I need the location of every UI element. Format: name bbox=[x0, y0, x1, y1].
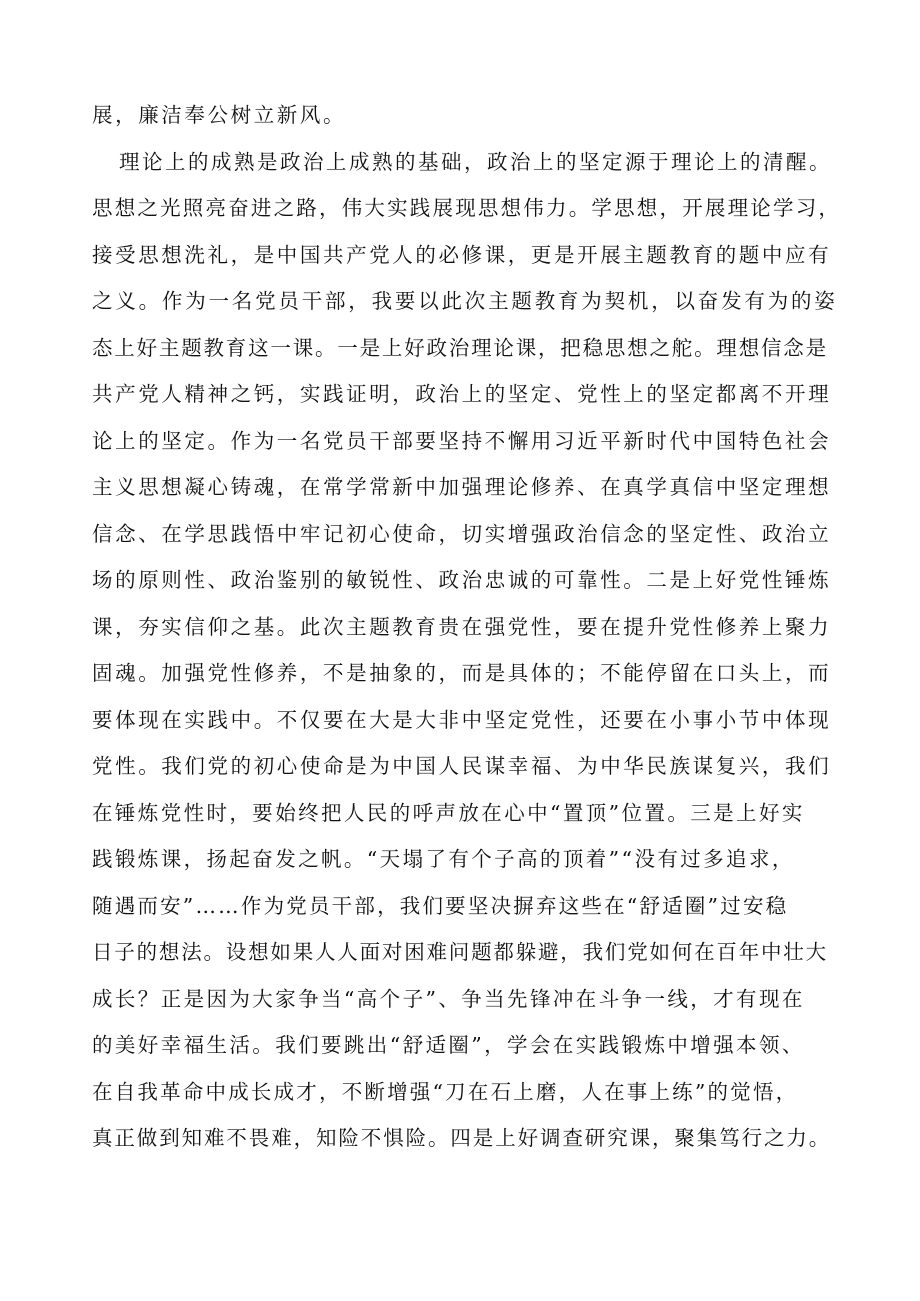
text-line: 在自我革命中成长成才，不断增强“刀在石上磨，人在事上练”的觉悟， bbox=[92, 1079, 799, 1104]
text-line: 真正做到知难不畏难，知险不惧险。四是上好调查研究课，聚集笃行之力。 bbox=[92, 1126, 832, 1150]
text-line: 在锤炼党性时，要始终把人民的呼声放在心中“置顶”位置。三是上好实 bbox=[92, 800, 805, 825]
text-line: 态上好主题教育这一课。一是上好政治理论课，把稳思想之舵。理想信念是 bbox=[92, 335, 828, 360]
text-line: 践锻炼课，扬起奋发之帆。“天塌了有个子高的顶着”“没有过多追求， bbox=[92, 847, 795, 871]
text-line: 论上的坚定。作为一名党员干部要坚持不懈用习近平新时代中国特色社会 bbox=[92, 428, 832, 453]
text-line: 要体现在实践中。不仅要在大是大非中坚定党性，还要在小事小节中体现 bbox=[92, 707, 832, 732]
text-line: 理论上的成熟是政治上成熟的基础，政治上的坚定源于理论上的清醒。 bbox=[119, 149, 832, 174]
text-line: 固魂。加强党性修养，不是抽象的，而是具体的；不能停留在口头上，而 bbox=[92, 661, 832, 685]
text-line: 信念、在学思践悟中牢记初心使命，切实增强政治信念的坚定性、政治立 bbox=[92, 521, 832, 546]
text-line: 日子的想法。设想如果人人面对困难问题都躲避，我们党如何在百年中壮大 bbox=[92, 940, 828, 964]
text-line: 接受思想洗礼，是中国共产党人的必修课，更是开展主题教育的题中应有 bbox=[92, 242, 832, 267]
text-line: 场的原则性、政治鉴别的敏锐性、政治忠诚的可靠性。二是上好党性锤炼 bbox=[92, 568, 832, 592]
text-line: 随遇而安”……作为党员干部，我们要坚决摒弃这些在“舒适圈”过安稳 bbox=[92, 893, 789, 918]
text-line: 课，夯实信仰之基。此次主题教育贵在强党性，要在提升党性修养上聚力 bbox=[92, 614, 832, 639]
text-line: 的美好幸福生活。我们要跳出“舒适圈”，学会在实践锻炼中增强本领、 bbox=[92, 1033, 805, 1057]
text-line: 共产党人精神之钙，实践证明，政治上的坚定、党性上的坚定都离不开理 bbox=[92, 382, 832, 406]
body-text bbox=[92, 92, 852, 1162]
text-line: 思想之光照亮奋进之路，伟大实践展现思想伟力。学思想，开展理论学习， bbox=[92, 196, 842, 220]
text-line: 展，廉洁奉公树立新风。 bbox=[92, 103, 347, 127]
text-line: 主义思想凝心铸魂，在常学常新中加强理论修养、在真学真信中坚定理想 bbox=[92, 475, 832, 499]
text-line: 成长？正是因为大家争当“高个子”、争当先锋冲在斗争一线，才有现在 bbox=[92, 986, 805, 1011]
text-line: 之义。作为一名党员干部，我要以此次主题教育为契机，以奋发有为的姿 bbox=[92, 289, 838, 313]
text-line: 党性。我们党的初心使命是为中国人民谋幸福、为中华民族谋复兴，我们 bbox=[92, 754, 832, 778]
